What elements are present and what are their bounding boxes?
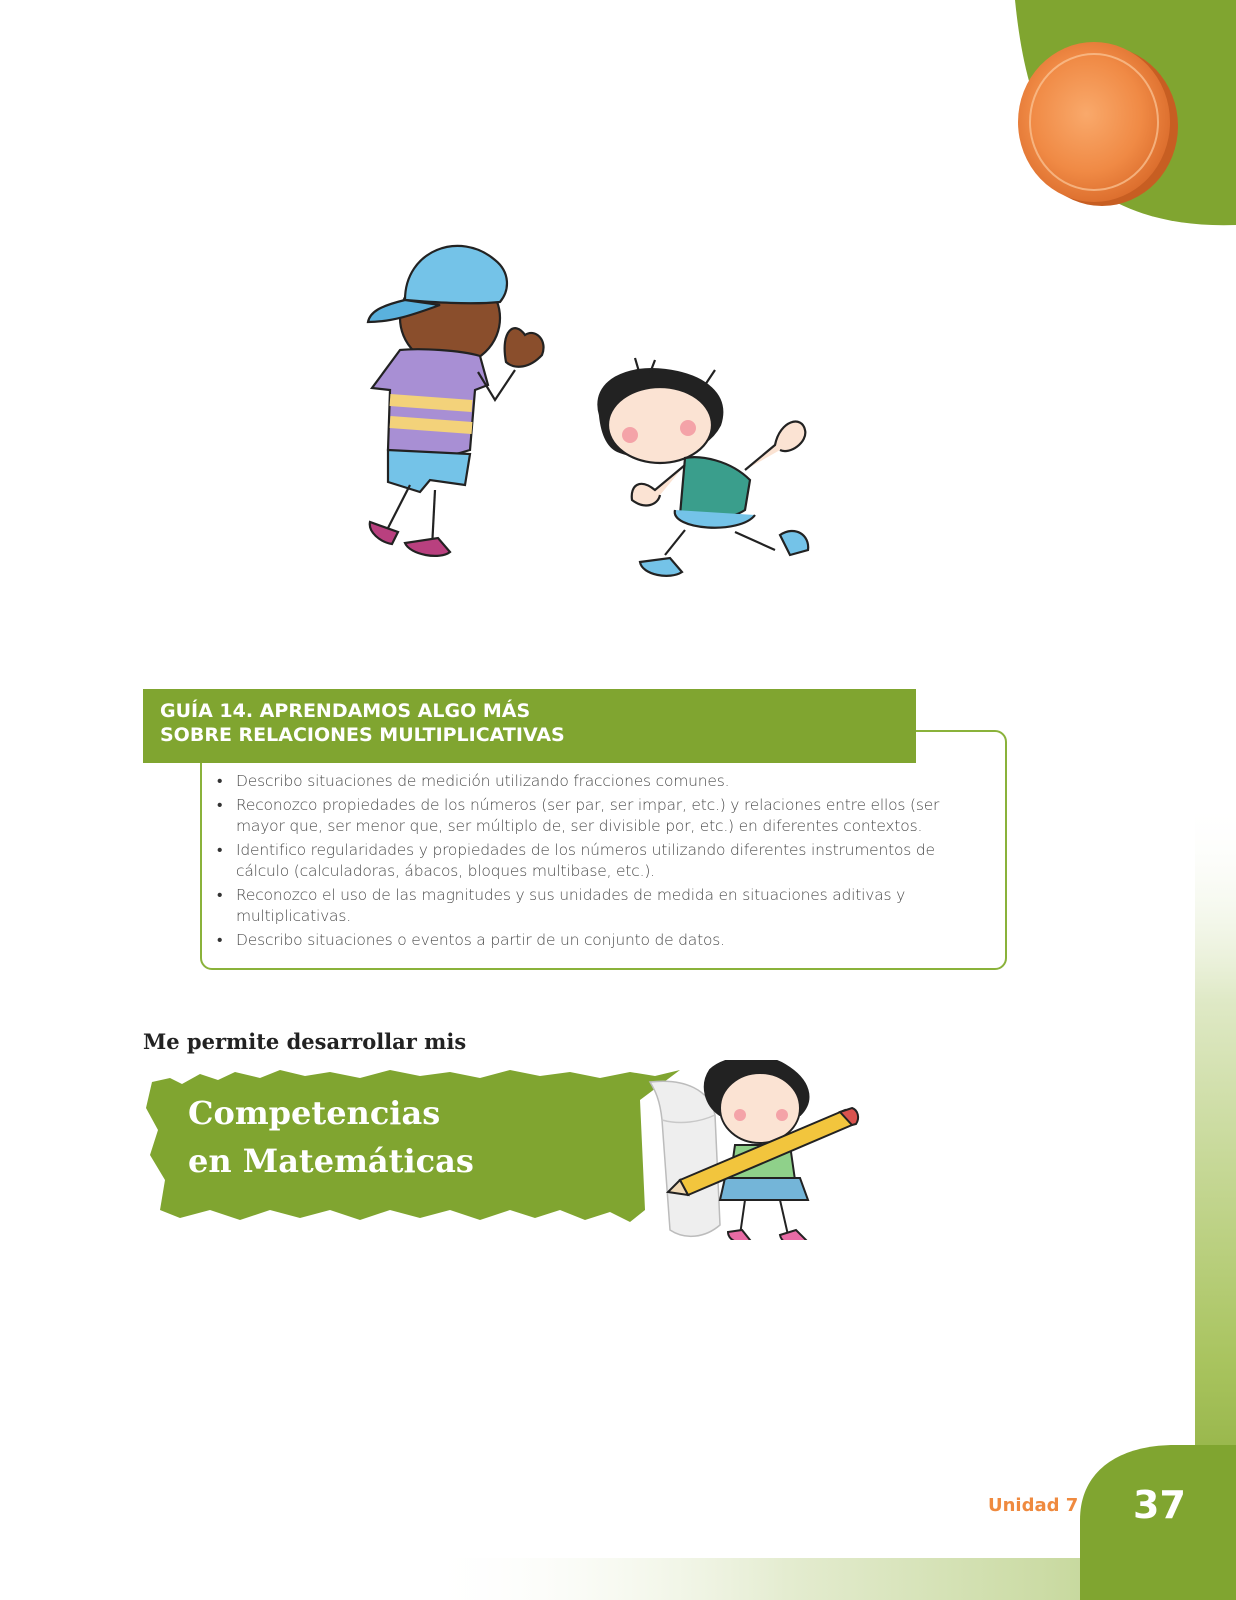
children-playing-illustration	[310, 210, 840, 610]
competencias-intro: Me permite desarrollar mis	[143, 1029, 467, 1054]
competencias-title-line2: en Matemáticas	[188, 1142, 474, 1180]
list-item: • Describo situaciones de medición utilizando fracciones comunes.	[217, 771, 987, 793]
page-number: 37	[1133, 1483, 1186, 1527]
competencias-title	[188, 1089, 474, 1185]
guide-objectives-list	[217, 771, 987, 953]
list-item: • Identifico regularidades y propiedades de los números utilizando diferentes instrumentos de cálculo (calculadoras, ábacos, bloques multibase, etc.).	[217, 840, 987, 883]
list-item: • Reconozco el uso de las magnitudes y sus unidades de medida en situaciones aditivas y multiplicativas.	[217, 885, 987, 928]
guide-title-line2: SOBRE RELACIONES MULTIPLICATIVAS	[160, 724, 565, 746]
girl-figure	[598, 358, 808, 576]
list-item: • Reconozco propiedades de los números (ser par, ser impar, etc.) y relaciones entre ellos (ser mayor que, ser menor que, ser múltiplo de, ser divisible por, etc.) en diferentes contextos.	[217, 795, 987, 838]
boy-figure	[368, 246, 544, 556]
list-item: • Describo situaciones o eventos a partir de un conjunto de datos.	[217, 930, 987, 952]
guide-title-banner	[143, 689, 916, 763]
guide-title-line1: GUÍA 14. APRENDAMOS ALGO MÁS	[160, 700, 531, 722]
unit-label: Unidad 7	[988, 1495, 1079, 1516]
competencias-title-line1: Competencias	[188, 1094, 441, 1132]
